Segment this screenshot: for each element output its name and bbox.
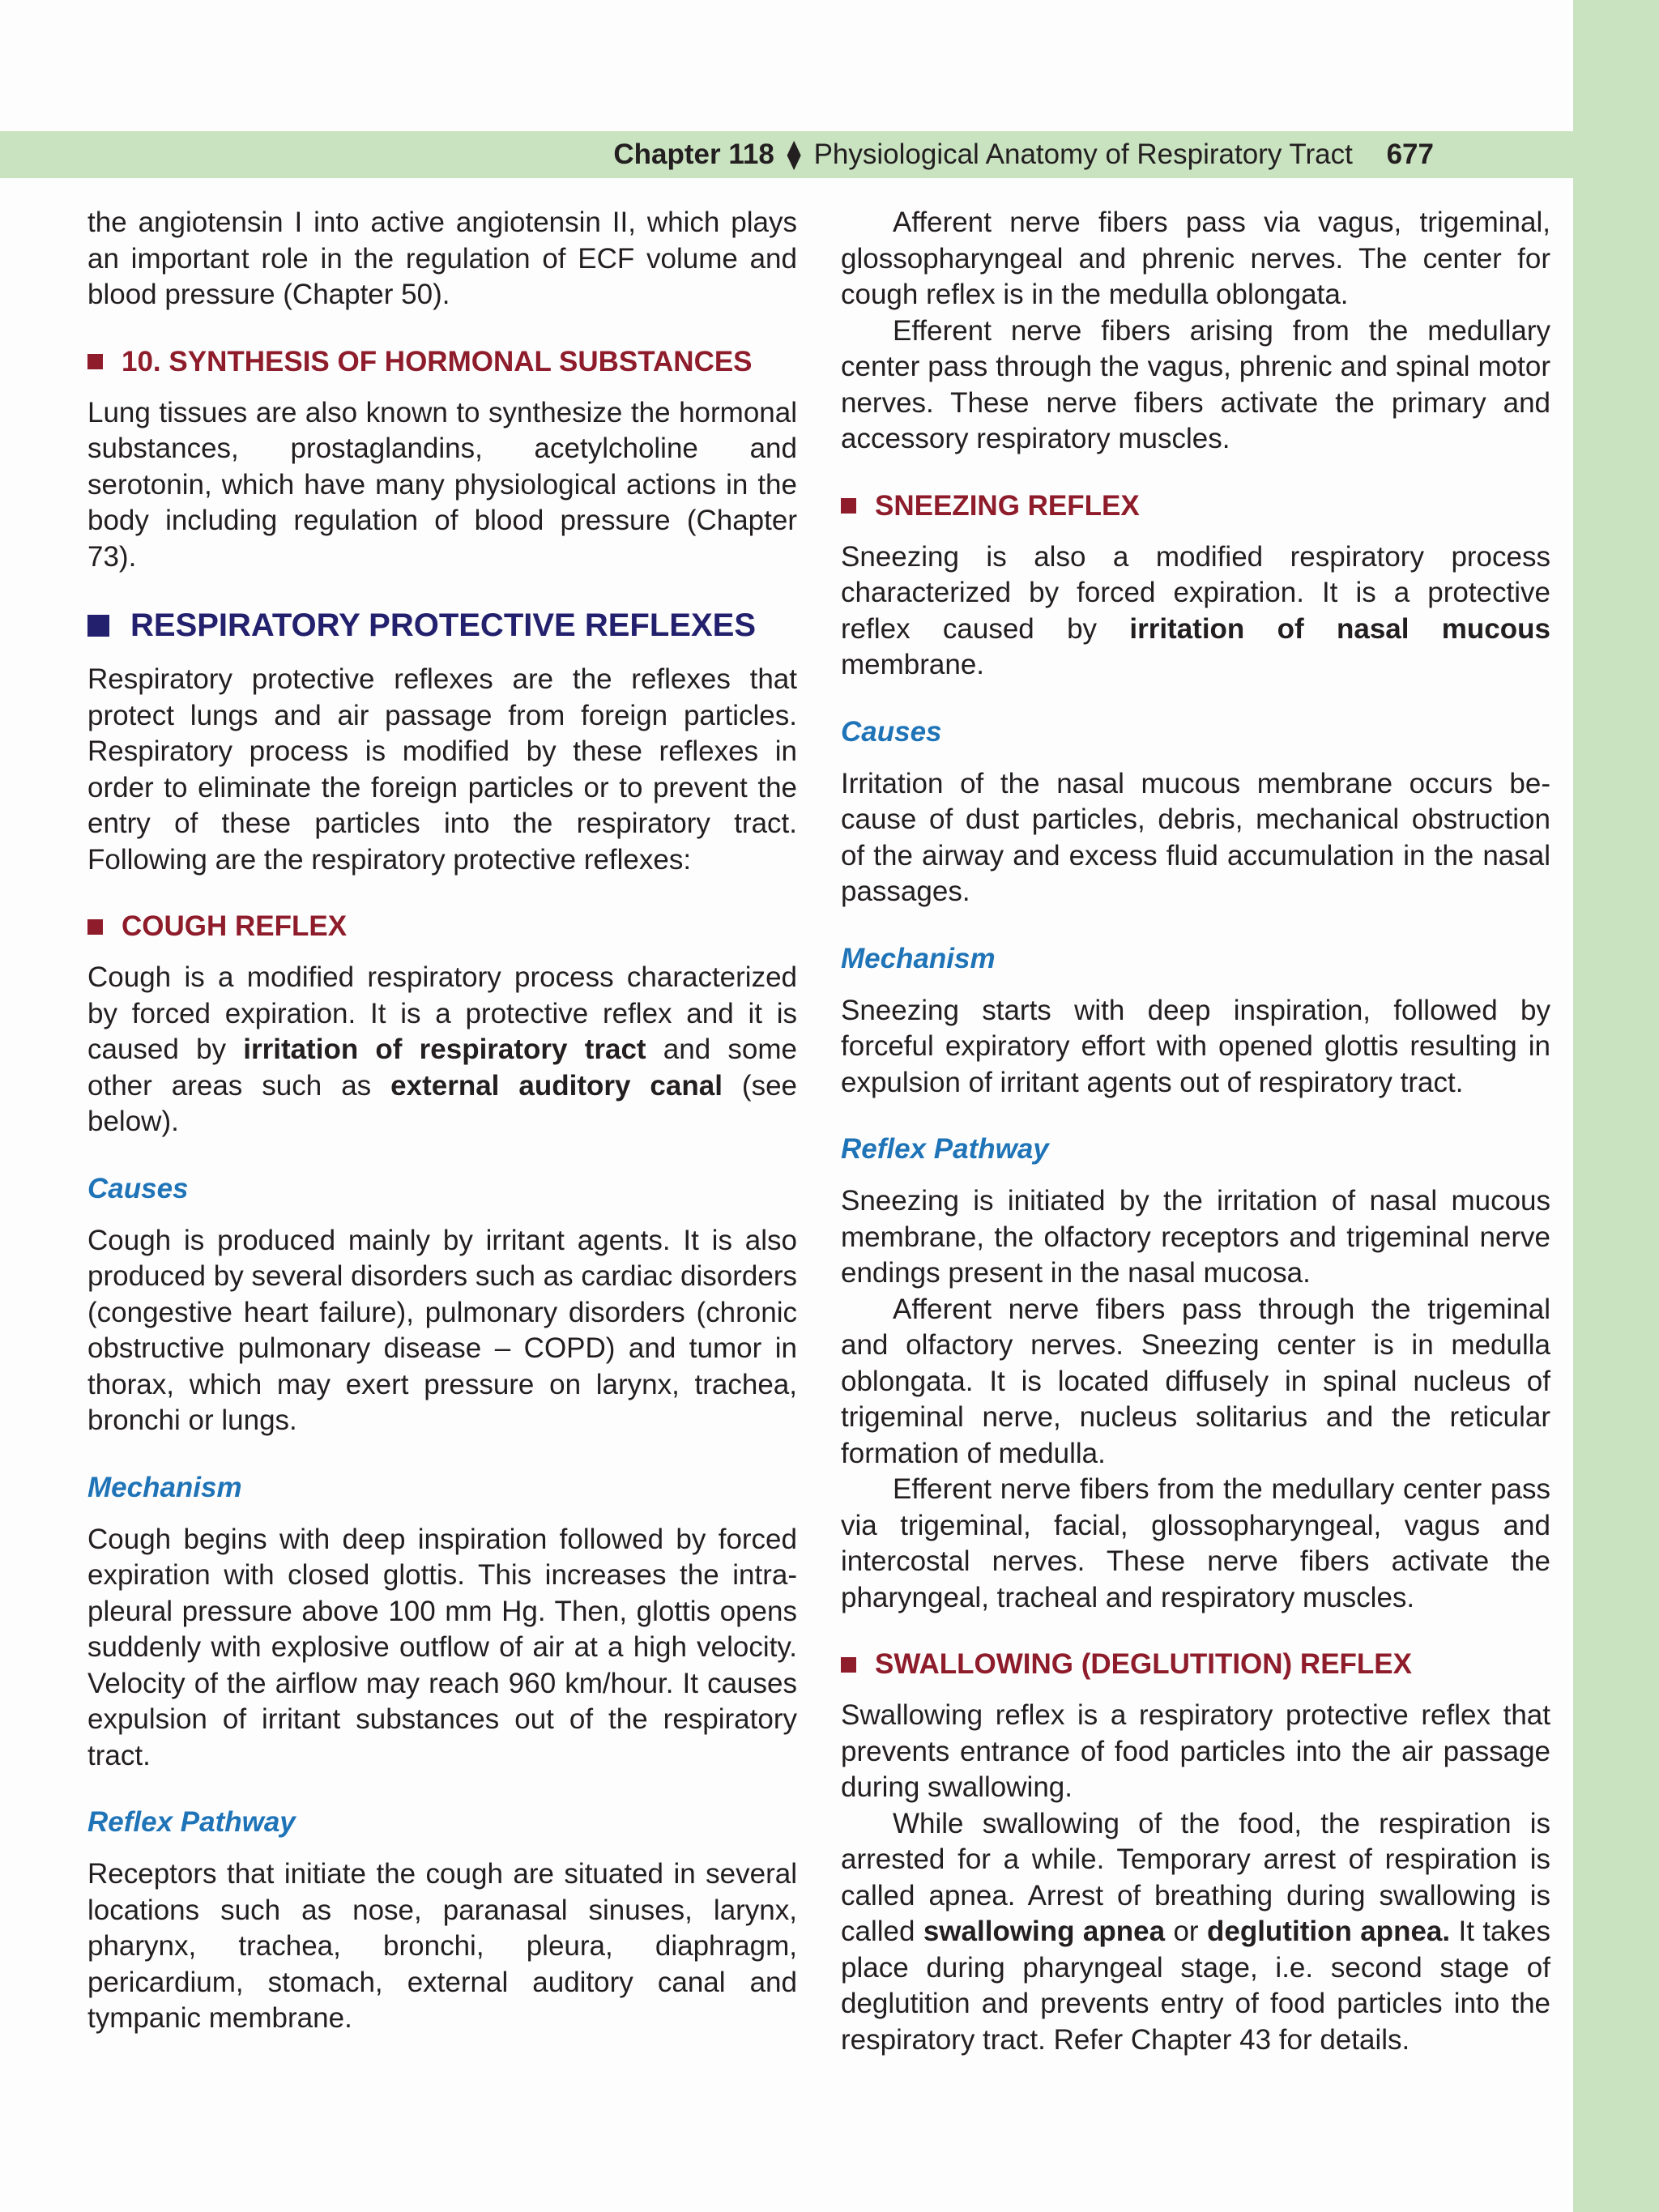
square-bullet-icon xyxy=(841,1657,856,1673)
paragraph: Sneezing starts with deep inspiration, followed by forceful expiratory effort with opened glottis resulting in expulsion of irritant agents out of respiratory tract. xyxy=(841,994,1550,1098)
header-text xyxy=(613,131,1434,178)
paragraph: Cough begins with deep inspiration followed by forced expiration with closed glottis. This increases the intra-pleural pressure above 100 mm Hg. Then, glottis opens suddenly with explosive outflow of air at a high velocity. Velocity of the airflow may reach 960 km/hour. It causes expulsion of irritant substances out of the respiratory tract. xyxy=(87,1523,797,1771)
paragraph xyxy=(841,539,1550,684)
chapter-label: Chapter 118 xyxy=(613,139,774,170)
section-heading-synthesis xyxy=(87,344,797,380)
heading-text: COUGH REFLEX xyxy=(122,910,348,942)
square-bullet-icon xyxy=(841,498,856,514)
text-run: While swallowing of the food, the respiration is arrested for a while. Temporary arrest of respiration is called apnea. Arrest of breathing during swallowing is called xyxy=(841,1807,1550,1947)
heading-text: SNEEZING REFLEX xyxy=(875,489,1140,522)
diamond-icon: ⧫ xyxy=(787,139,801,170)
paragraph: Efferent nerve fibers from the medullary center pass via trigeminal, facial, glossopharyngeal, vagus and intercostal nerves. These nerve fibers activate the pharyngeal, tracheal and respiratory muscles. xyxy=(841,1473,1550,1613)
bold-term: deglutition apnea. xyxy=(1206,1916,1451,1947)
paragraph: Efferent nerve fibers arising from the medullary center pass through the vagus, phrenic and spinal motor nerves. These nerve fibers activate the primary and accessory respiratory muscles. xyxy=(841,314,1550,454)
paragraph: Swallowing reflex is a respiratory protective reflex that prevents entrance of food particles into the air passage during swallowing. xyxy=(841,1699,1550,1803)
paragraph: Sneezing is initiated by the irritation of nasal mucous membrane, the olfactory receptors and trigeminal nerve endings present in the nasal mucosa. xyxy=(841,1185,1550,1289)
running-header xyxy=(0,131,1573,178)
paragraph: Respiratory protective reflexes are the reflexes that protect lungs and air passage from foreign particles. Respiratory process is modified by these reflexes in order to eliminate the foreign particles or to prevent the entry of these particles into the respiratory tract. Following are the respiratory protective reflexes: xyxy=(87,663,797,876)
paragraph: Afferent nerve fibers pass via vagus, trigeminal, glossopharyngeal and phrenic nerves. The center for cough reflex is in the medulla oblongata. xyxy=(841,207,1550,310)
left-column xyxy=(87,205,797,2037)
square-bullet-icon xyxy=(87,354,103,369)
text-run: and some other areas such as xyxy=(87,1034,797,1102)
paragraph xyxy=(841,1806,1550,2059)
section-heading-swallowing-reflex xyxy=(841,1647,1550,1682)
section-heading-sneezing-reflex xyxy=(841,488,1550,524)
heading-text: SWALLOWING (DEGLUTITION) REFLEX xyxy=(875,1648,1413,1680)
subheading-causes: Causes xyxy=(841,715,942,748)
paragraph: Cough is produced mainly by irritant agents. It is also produced by several disorders such as cardiac disorders (congestive heart failure), pulmonary disorders (chronic obstructive pulmonary disease – COPD) and tumor in thorax, which may exert pressure on larynx, trachea, bronchi or lungs. xyxy=(87,1224,797,1436)
bold-term: external auditory canal xyxy=(390,1069,723,1102)
heading-text: RESPIRATORY PROTECTIVE REFLEXES xyxy=(130,607,756,643)
paragraph: Lung tissues are also known to synthesize the hormonal substances, prostaglandins, acetylcholine and serotonin, which have many physiological actions in the body including regulation of blood pressure (Chapter 73). xyxy=(87,396,797,573)
paragraph: Receptors that initiate the cough are situated in several locations such as nose, paranasal sinuses, larynx, pharynx, trachea, bronchi, pleura, diaphragm, pericardium, stomach, external auditory canal and tympanic membrane. xyxy=(87,1858,797,2034)
bold-term: irritation of respiratory tract xyxy=(243,1034,646,1065)
heading-text: 10. SYNTHESIS OF HORMONAL SUBSTANCES xyxy=(122,345,753,377)
side-margin-band xyxy=(1573,0,1659,2212)
text-run: Sneezing is also a modified respiratory process characterized by forced expiration. It is a protective reflex caused by xyxy=(841,540,1550,645)
subheading-mechanism: Mechanism xyxy=(841,942,996,974)
paragraph: the angiotensin I into active angiotensin II, which plays an important role in the regulation of ECF volume and blood pressure (Chapter 50). xyxy=(87,207,797,310)
subheading-causes: Causes xyxy=(87,1172,189,1204)
subheading-mechanism: Mechanism xyxy=(87,1471,242,1503)
section-heading-cough-reflex xyxy=(87,909,797,944)
subheading-reflex-pathway: Reflex Pathway xyxy=(87,1806,296,1838)
paragraph xyxy=(87,960,797,1140)
text-run: (see below). xyxy=(87,1069,798,1137)
page-number: 677 xyxy=(1386,139,1434,170)
paragraph: Afferent nerve fibers pass through the trigeminal and olfactory nerves. Sneezing center is in medulla oblongata. It is located diffusely in spinal nucleus of trigeminal nerve, nucleus solitarius and the reticular formation of medulla. xyxy=(841,1293,1550,1469)
text-run: or xyxy=(1165,1916,1207,1947)
square-bullet-icon xyxy=(87,919,103,935)
bold-term: irritation of nasal mucous xyxy=(1129,612,1550,645)
text-run: It takes place during pharyngeal stage, i.e. second stage of deglutition and prevents entry of food particles into the respiratory tract. Refer Chapter 43 for details. xyxy=(841,1916,1550,2056)
right-column xyxy=(841,205,1550,2058)
section-heading-protective-reflexes xyxy=(87,606,797,645)
bold-term: swallowing apnea xyxy=(923,1916,1166,1947)
subheading-reflex-pathway: Reflex Pathway xyxy=(841,1133,1049,1165)
paragraph: Irritation of the nasal mucous membrane occurs be-cause of dust particles, debris, mechanical obstruction of the airway and excess fluid accumulation in the nasal passages. xyxy=(841,767,1550,907)
chapter-title: Physiological Anatomy of Respiratory Tract xyxy=(813,139,1353,170)
text-run: Cough is a modified respiratory process characterized by forced expiration. It is a protective reflex and it is caused by xyxy=(87,961,797,1065)
square-bullet-icon xyxy=(87,615,109,637)
text-run: membrane. xyxy=(841,649,985,680)
